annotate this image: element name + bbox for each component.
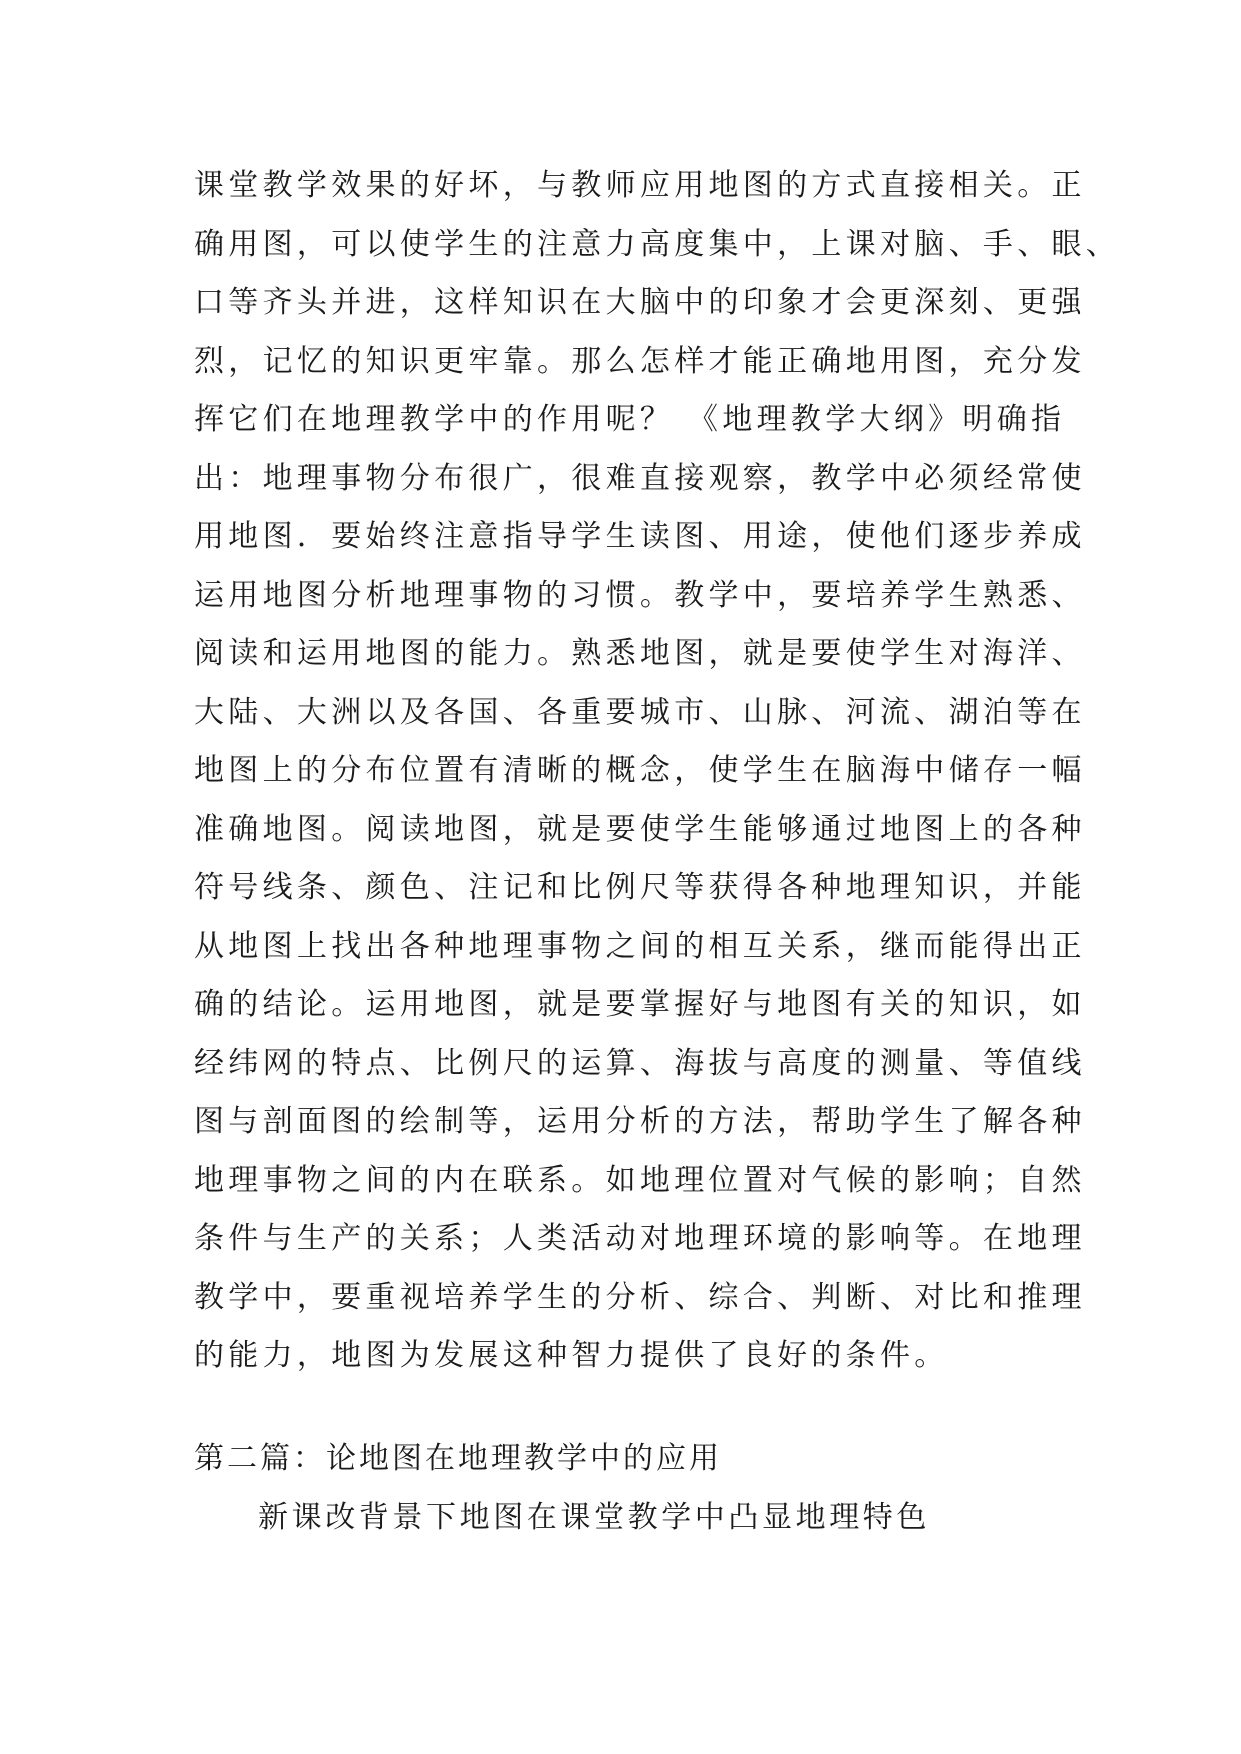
paragraph-line: 出：地理事物分布很广，很难直接观察，教学中必须经常使 <box>194 460 1086 496</box>
paragraph-line: 的能力，地图为发展这种智力提供了良好的条件。 <box>194 1338 949 1373</box>
paragraph-line: 烈，记忆的知识更牢靠。那么怎样才能正确地用图，充分发 <box>194 343 1086 379</box>
paragraph-line: 确用图，可以使学生的注意力高度集中，上课对脑、手、眼、 <box>194 226 1121 262</box>
paragraph-line: 阅读和运用地图的能力。熟悉地图，就是要使学生对海洋、 <box>194 636 1086 671</box>
paragraph-line: 用地图．要始终注意指导学生读图、用途，使他们逐步养成 <box>194 519 1086 554</box>
paragraph-line: 口等齐头并进，这样知识在大脑中的印象才会更深刻、更强 <box>194 285 1086 320</box>
paragraph-line: 运用地图分析地理事物的习惯。教学中，要培养学生熟悉、 <box>194 577 1086 613</box>
paragraph-line: 地理事物之间的内在联系。如地理位置对气候的影响；自然 <box>194 1162 1086 1198</box>
paragraph-line: 符号线条、颜色、注记和比例尺等获得各种地理知识，并能 <box>194 870 1086 905</box>
paragraph-line: 确的结论。运用地图，就是要掌握好与地图有关的知识，如 <box>194 987 1086 1022</box>
paragraph-line: 经纬网的特点、比例尺的运算、海拔与高度的测量、等值线 <box>194 1045 1086 1081</box>
paragraph-line: 条件与生产的关系；人类活动对地理环境的影响等。在地理 <box>194 1221 1086 1256</box>
paragraph-line: 从地图上找出各种地理事物之间的相互关系，继而能得出正 <box>194 928 1086 964</box>
paragraph-line: 教学中，要重视培养学生的分析、综合、判断、对比和推理 <box>194 1279 1086 1315</box>
article-subtitle: 新课改背景下地图在课堂教学中凸显地理特色 <box>258 1500 930 1535</box>
body-paragraph <box>194 157 1121 1386</box>
paragraph-line: 地图上的分布位置有清晰的概念，使学生在脑海中储存一幅 <box>194 753 1086 788</box>
paragraph-line: 大陆、大洲以及各国、各重要城市、山脉、河流、湖泊等在 <box>194 694 1086 730</box>
paragraph-line: 课堂教学效果的好坏，与教师应用地图的方式直接相关。正 <box>194 168 1086 203</box>
paragraph-line: 准确地图。阅读地图，就是要使学生能够通过地图上的各种 <box>194 811 1086 847</box>
paragraph-line: 图与剖面图的绘制等，运用分析的方法，帮助学生了解各种 <box>194 1104 1086 1139</box>
section-title: 第二篇：论地图在地理教学中的应用 <box>194 1441 722 1476</box>
paragraph-line: 挥它们在地理教学中的作用呢？ 《地理教学大纲》明确指 <box>194 402 1066 437</box>
